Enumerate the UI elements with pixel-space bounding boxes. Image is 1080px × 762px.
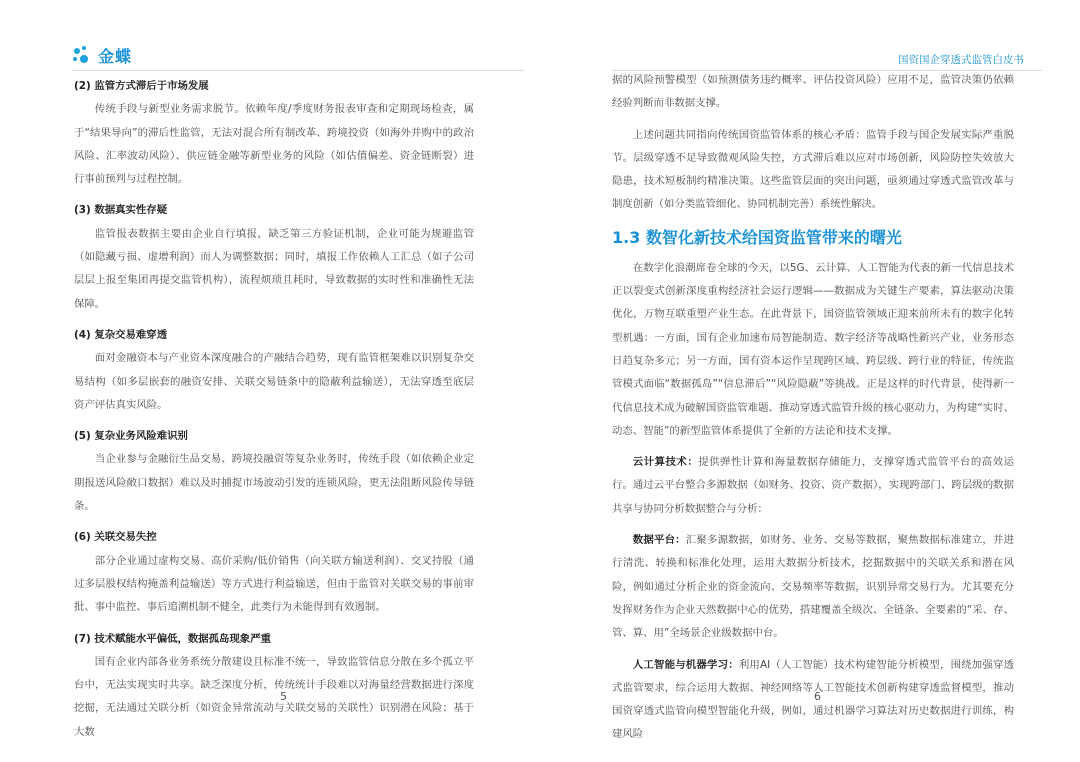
section-heading-6: (6) 关联交易失控 (74, 531, 157, 544)
section-heading-2: (2) 监管方式滞后于市场发展 (74, 80, 209, 92)
summary-text: 上述问题共同指向传统国资监管体系的核心矛盾：监管手段与国企发展实际严重脱节。层级穿透不足导致微观风险失控，方式滞后难以应对市场创新，风险防控失效放大隐患，技术短板制约精准决策。这些监管层面的突出问题，亟须通过穿透式监管改革与制度创新（如分类监管细化、协同机制完善）系统性解决。 (612, 128, 1014, 211)
section-text-3: 监管报表数据主要由企业自行填报，缺乏第三方验证机制，企业可能为规避监管（如隐藏亏损、虚增利润）而人为调整数据；同时，填报工作依赖人工汇总（如子公司层层上报至集团再提交监管机构），流程烦琐且耗时，导致数据的实时性和准确性无法保障。 (74, 227, 474, 310)
intro-text: 在数字化浪潮席卷全球的今天，以5G、云计算、人工智能为代表的新一代信息技术正以裂变式创新深度重构经济社会运行逻辑——数据成为关键生产要素，算法驱动决策优化，万物互联重塑产业生态。在此背景下，国资监管领域正迎来前所未有的数字化转型机遇：一方面，国有企业加速布局智能制造、数字经济等战略性新兴产业，业务形态日趋复杂多元；另一方面，国有资本运作呈现跨区域、跨层级、跨行业的特征，传统监管模式面临“数据孤岛”“信息滞后”“风险隐蔽”等挑战。正是这样的时代背景，使得新一代信息技术成为破解国资监管难题、推动穿透式监管升级的核心驱动力，为构建“实时、动态、智能”的新型监管体系提供了全新的方法论和技术支撑。 (612, 261, 1014, 437)
ai-lead: 人工智能与机器学习： (632, 658, 739, 671)
section-heading-5: (5) 复杂业务风险难识别 (74, 430, 188, 443)
section-text-2: 传统手段与新型业务需求脱节。依赖年度/季度财务报表审查和定期现场检查，属于“结果导向”的滞后性监管，无法对混合所有制改革、跨境投资（如海外并购中的政治风险、汇率波动风险）、供应链金融等新型业务的风险（如估值偏差、资金链断裂）进行事前预判与过程控制。 (74, 103, 474, 186)
kingdee-logo-icon (72, 46, 92, 66)
ai-text: 利用AI（人工智能）技术构建智能分析模型，围绕加强穿透式监管要求，综合运用大数据、神经网络等人工智能技术创新构建穿透监督模型，推动国资穿透式监管向模型智能化升级，例如，通过机器学习算法对历史数据进行训练，构建风险 (612, 658, 1015, 741)
cloud-lead: 云计算技术： (632, 456, 699, 469)
section-heading-4: (4) 复杂交易难穿透 (74, 328, 168, 341)
left-page-body (74, 75, 474, 752)
data-platform-lead: 数据平台： (632, 534, 686, 547)
continuation-text: 据的风险预警模型（如预测债务违约概率、评估投资风险）应用不足，监管决策仍依赖经验判断而非数据支撑。 (612, 74, 1014, 110)
ai-paragraph (612, 654, 1014, 747)
right-page-body (612, 69, 1014, 755)
page-number-left: 5 (280, 690, 287, 703)
logo-text: 金蝶 (98, 47, 133, 66)
section-heading-3: (3) 数据真实性存疑 (74, 204, 168, 217)
section-text-7: 国有企业内部各业务系统分散建设且标准不统一，导致监管信息分散在多个孤立平台中，无法实现实时共享。缺乏深度分析，传统统计手段难以对海量经营数据进行深度挖掘，无法通过关联分析（如资金异常流动与关联交易的关联性）识别潜在风险；基于大数 (74, 655, 474, 738)
header-divider (72, 70, 524, 71)
section-text-5: 当企业参与金融衍生品交易、跨境投融资等复杂业务时，传统手段（如依赖企业定期报送风险敞口数据）难以及时捕捉市场波动引发的连锁风险，更无法阻断风险传导链条。 (74, 453, 474, 513)
section-heading-7: (7) 技术赋能水平偏低，数据孤岛现象严重 (74, 632, 271, 645)
header-title: 国资国企穿透式监管白皮书 (898, 54, 1024, 66)
chapter-title: 1.3 数智化新技术给国资监管带来的曙光 (612, 227, 902, 247)
data-platform-paragraph (612, 529, 1014, 645)
page-number-right: 6 (814, 690, 821, 703)
brand-logo (72, 44, 132, 67)
section-text-4: 面对金融资本与产业资本深度融合的产融结合趋势，现有监管框架难以识别复杂交易结构（如多层嵌套的融资安排、关联交易链条中的隐蔽利益输送），无法穿透至底层资产评估真实风险。 (74, 352, 474, 411)
cloud-paragraph (612, 451, 1014, 521)
data-platform-text: 汇聚多源数据，如财务、业务、交易等数据，聚焦数据标准建立，并进行清洗、转换和标准化处理，运用大数据分析技术，挖掘数据中的关联关系和潜在风险，例如通过分析企业的资金流向、交易频率等数据，识别异常交易行为。尤其要充分发挥财务作为企业天然数据中心的优势，搭建覆盖全级次、全链条、全要素的“采、存、管、算、用”全场景企业级数据中台。 (612, 534, 1015, 640)
section-text-6: 部分企业通过虚构交易、高价采购/低价销售（向关联方输送利润）、交叉持股（通过多层股权结构掩盖利益输送）等方式进行利益输送，但由于监管对关联交易的事前审批、事中监控、事后追溯机制不健全，此类行为未能得到有效遏制。 (74, 554, 474, 614)
cloud-text: 提供弹性计算和海量数据存储能力，支撑穿透式监管平台的高效运行。通过云平台整合多源数据（如财务、投资、资产数据），实现跨部门、跨层级的数据共享与协同分析数据整合与分析： (612, 456, 1014, 515)
right-page (540, 0, 1080, 762)
